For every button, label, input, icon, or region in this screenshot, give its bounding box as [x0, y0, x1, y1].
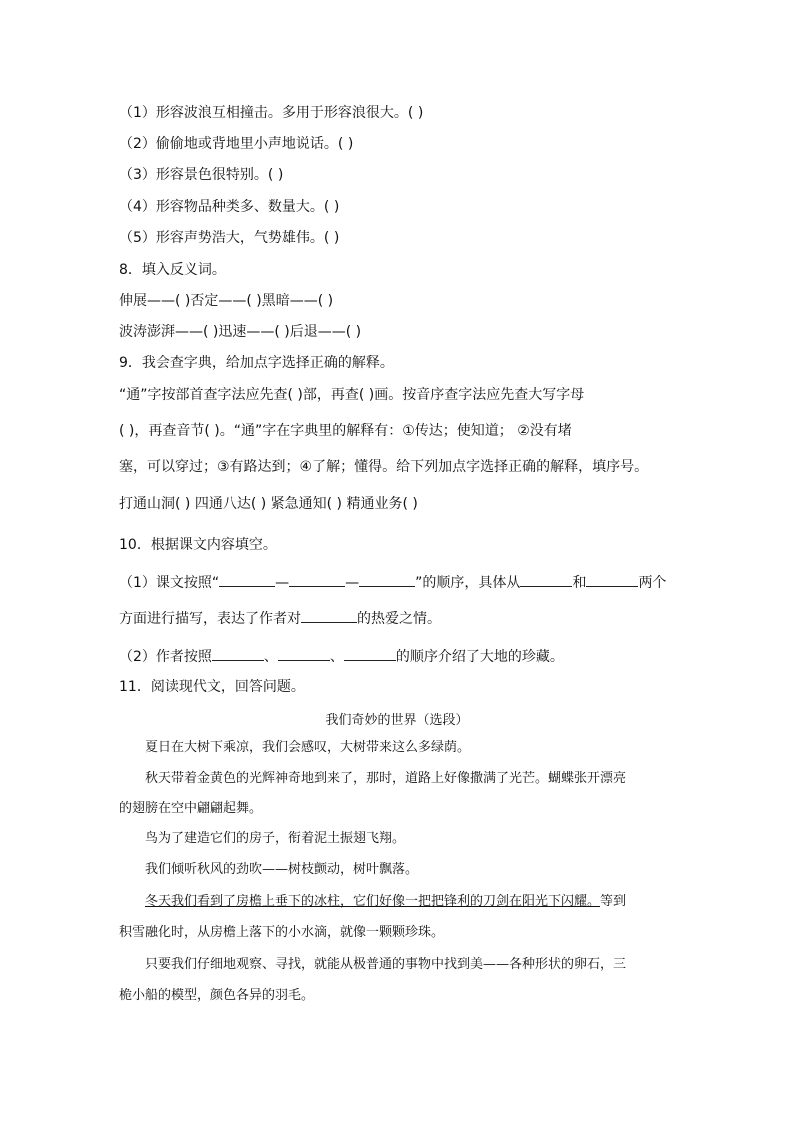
q7-item-4: （4）形容物品种类多、数量大。( ) — [119, 199, 340, 215]
q8-row-1: 伸展——( )否定——( )黑暗——( ) — [119, 293, 334, 309]
q10-text: 两个 — [638, 575, 667, 591]
passage-paragraph-cont: 积雪融化时，从房檐上落下的小水滴，就像一颗颗珍珠。 — [119, 925, 445, 940]
fill-blank[interactable] — [278, 646, 330, 661]
q10-title: 10．根据课文内容填空。 — [119, 537, 277, 553]
fill-blank[interactable] — [344, 646, 396, 661]
passage-text: 只要我们仔细地观察、寻找，就能从极普通的事物中找到美——各种形状的卵石，三 — [145, 957, 627, 972]
q10-part-2 — [119, 646, 564, 666]
passage-text: 等到 — [600, 894, 627, 909]
q10-text: （1）课文按照“ — [119, 575, 220, 591]
fill-blank[interactable] — [219, 572, 275, 587]
passage-text: 我们倾听秋风的劲吹——树枝颤动，树叶飘落。 — [145, 862, 419, 877]
q10-text: — — [345, 575, 360, 591]
passage-text: 秋天带着金黄色的光辉神奇地到来了，那时，道路上好像撒满了光芒。蝴蝶张开漂亮 — [145, 771, 627, 786]
q10-text: 和 — [572, 575, 587, 591]
passage-paragraph — [119, 956, 626, 974]
q7-item-3: （3）形容景色很特别。( ) — [119, 167, 284, 183]
q7-item-1: （1）形容波浪互相撞击。多用于形容浪很大。( ) — [119, 105, 424, 121]
q7-item-2: （2）偷偷地或背地里小声地说话。( ) — [119, 136, 354, 152]
q10-text: 方面进行描写，表达了作者对 — [119, 611, 301, 627]
q10-part-1-line-2 — [119, 608, 441, 628]
q10-text: ”的顺序，具体从 — [415, 575, 521, 591]
q8-title: 8．填入反义词。 — [119, 262, 226, 278]
q10-text: 、 — [329, 649, 344, 665]
fill-blank[interactable] — [359, 572, 415, 587]
passage-paragraph — [119, 861, 418, 879]
q10-text: （2）作者按照 — [119, 649, 212, 665]
passage-paragraph — [119, 893, 626, 911]
q9-line-2: ( )，再查音节( )。“通”字在字典里的解释有：①传达；使知道； ②没有堵 — [119, 423, 572, 439]
q9-title: 9．我会查字典，给加点字选择正确的解释。 — [119, 355, 394, 371]
q11-title: 11．阅读现代文，回答问题。 — [119, 679, 305, 695]
passage-paragraph — [119, 830, 405, 848]
q10-text: — — [275, 575, 290, 591]
q9-line-1: “通”字按部首查字法应先查( )部，再查( )画。按音序查字法应先查大写字母 — [119, 387, 585, 403]
q10-text: 、 — [263, 649, 278, 665]
q10-text: 的热爱之情。 — [357, 611, 441, 627]
q9-line-4: 打通山洞( ) 四通八达( ) 紧急通知( ) 精通业务( ) — [119, 496, 418, 512]
passage-paragraph — [119, 770, 626, 788]
passage-text: 鸟为了建造它们的房子，衔着泥土振翅飞翔。 — [145, 831, 406, 846]
q9-line-3: 塞，可以穿过；③有路达到；④了解；懂得。给下列加点字选择正确的解释，填序号。 — [119, 459, 649, 475]
passage-paragraph-cont: 桅小船的模型，颜色各异的羽毛。 — [119, 988, 315, 1003]
q10-part-1-line-1 — [119, 572, 666, 592]
passage-paragraph-cont: 的翅膀在空中翩翩起舞。 — [119, 801, 263, 816]
underlined-sentence: 冬天我们看到了房檐上垂下的冰柱，它们好像一把把锋利的刀剑在阳光下闪耀。 — [145, 894, 601, 909]
fill-blank[interactable] — [586, 572, 638, 587]
passage-title: 我们奇妙的世界（选段） — [325, 713, 469, 728]
q8-row-2: 波涛澎湃——( )迅速——( )后退——( ) — [119, 324, 362, 340]
passage-text: 夏日在大树下乘凉，我们会感叹，大树带来这么多绿荫。 — [145, 740, 471, 755]
fill-blank[interactable] — [520, 572, 572, 587]
fill-blank[interactable] — [212, 646, 264, 661]
fill-blank[interactable] — [289, 572, 345, 587]
q10-text: 的顺序介绍了大地的珍藏。 — [395, 649, 564, 665]
passage-paragraph — [119, 739, 470, 757]
fill-blank[interactable] — [301, 608, 357, 623]
q7-item-5: （5）形容声势浩大，气势雄伟。( ) — [119, 230, 340, 246]
